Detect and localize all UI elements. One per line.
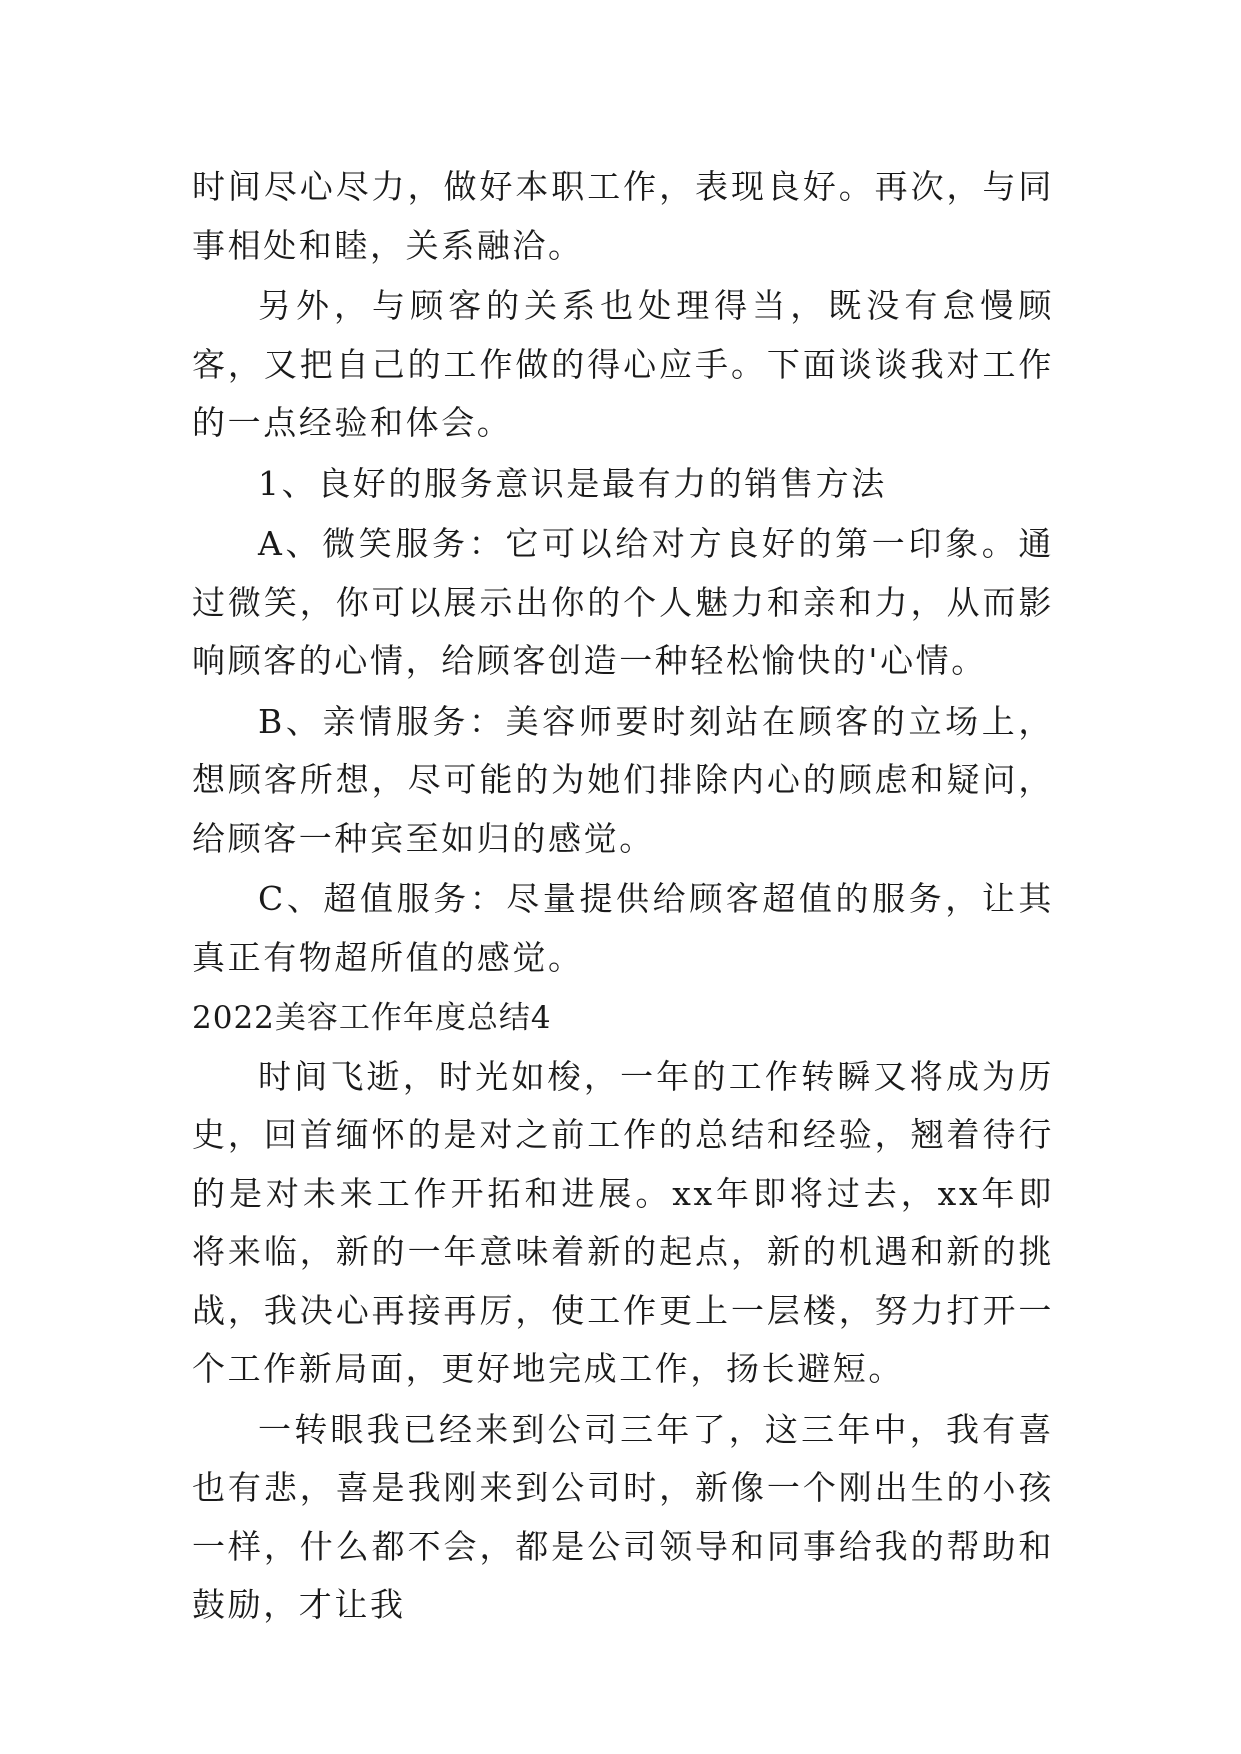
paragraph-three-years: 一转眼我已经来到公司三年了，这三年中，我有喜也有悲，喜是我刚来到公司时，新像一个刚出生的小孩一样，什么都不会，都是公司领导和同事给我的帮助和鼓励，才让我 (192, 1409, 1054, 1624)
document-body (192, 158, 1054, 1637)
paragraph-time-flies: 时间飞逝，时光如梭，一年的工作转瞬又将成为历史，回首缅怀的是对之前工作的总结和经验，翘着待行的是对未来工作开拓和进展。xx年即将过去，xx年即将来临，新的一年意味着新的起点，新的机遇和新的挑战，我决心再接再厉，使工作更上一层楼，努力打开一个工作新局面，更好地完成工作，扬长避短。 (192, 1056, 1054, 1388)
paragraph-continuation: 时间尽心尽力，做好本职工作，表现良好。再次，与同事相处和睦，关系融洽。 (192, 167, 1054, 265)
section-heading: 2022美容工作年度总结4 (192, 1000, 552, 1036)
paragraph-value-service: C、超值服务：尽量提供给顾客超值的服务，让其真正有物超所值的感觉。 (192, 879, 1054, 977)
paragraph-service-awareness: 1、良好的服务意识是最有力的销售方法 (258, 463, 887, 503)
paragraph-smile-service: A、微笑服务：它可以给对方良好的第一印象。通过微笑，你可以展示出你的个人魅力和亲和力，从而影响顾客的心情，给顾客创造一种轻松愉快的'心情。 (192, 524, 1054, 680)
paragraph-affection-service: B、亲情服务：美容师要时刻站在顾客的立场上，想顾客所想，尽可能的为她们排除内心的顾虑和疑问，给顾客一种宾至如归的感觉。 (192, 701, 1054, 858)
paragraph-customer-relations: 另外，与顾客的关系也处理得当，既没有怠慢顾客，又把自己的工作做的得心应手。下面谈谈我对工作的一点经验和体会。 (192, 286, 1054, 442)
